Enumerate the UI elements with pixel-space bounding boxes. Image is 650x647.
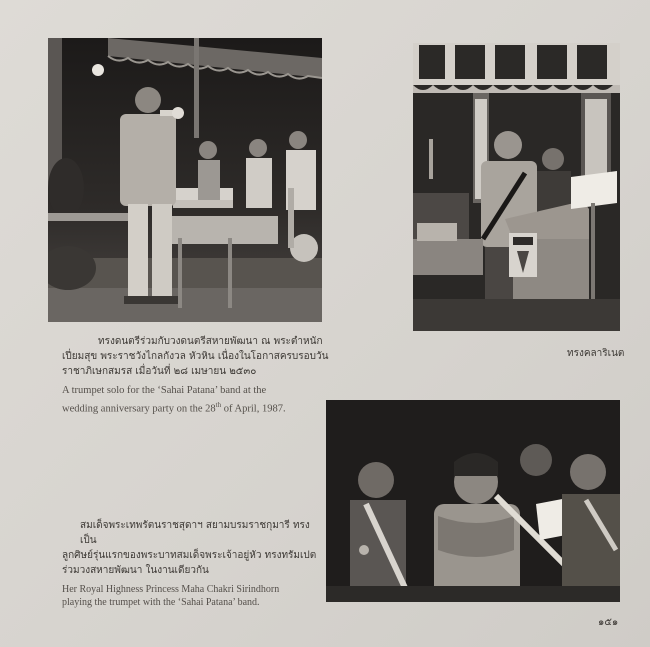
page-number: ๑๕๑ (598, 617, 619, 628)
photo-princess-trumpet (326, 400, 620, 602)
caption-english-line: A trumpet solo for the ‘Sahai Patana’ band at the (62, 385, 267, 396)
caption-princess (62, 518, 324, 609)
caption-thai-line: ลูกศิษย์รุ่นแรกของพระบาทสมเด็จพระเจ้าอยู่หัว ทรงทรัมเปต (62, 550, 317, 561)
caption-thai-line: ทรงดนตรีร่วมกับวงดนตรีสหายพัฒนา ณ พระตำหนัก (98, 336, 323, 347)
caption-thai-line: เปี่ยมสุข พระราชวังไกลกังวล หัวหิน เนื่องในโอกาสครบรอบวัน (62, 351, 329, 362)
caption-thai-line: สมเด็จพระเทพรัตนราชสุดาฯ สยามบรมราชกุมารี ทรงเป็น (80, 520, 310, 546)
caption-thai-line: ร่วมวงสหายพัฒนา ในงานเดียวกัน (62, 565, 209, 576)
photo-clarinet (413, 43, 620, 331)
caption-thai-line: ราชาภิเษกสมรส เมื่อวันที่ ๒๘ เมษายน ๒๕๓๐ (62, 366, 257, 377)
caption-clarinet: ทรงคลาริเนต (567, 348, 625, 359)
photo-trumpet-solo (48, 38, 322, 322)
caption-trumpet-solo (62, 334, 352, 417)
caption-english-line: playing the trumpet with the ‘Sahai Patana’ band. (62, 597, 260, 608)
caption-english-line: Her Royal Highness Princess Maha Chakri Sirindhorn (62, 584, 280, 595)
caption-english-line: wedding anniversary party on the 28th of April, 1987. (62, 401, 286, 415)
